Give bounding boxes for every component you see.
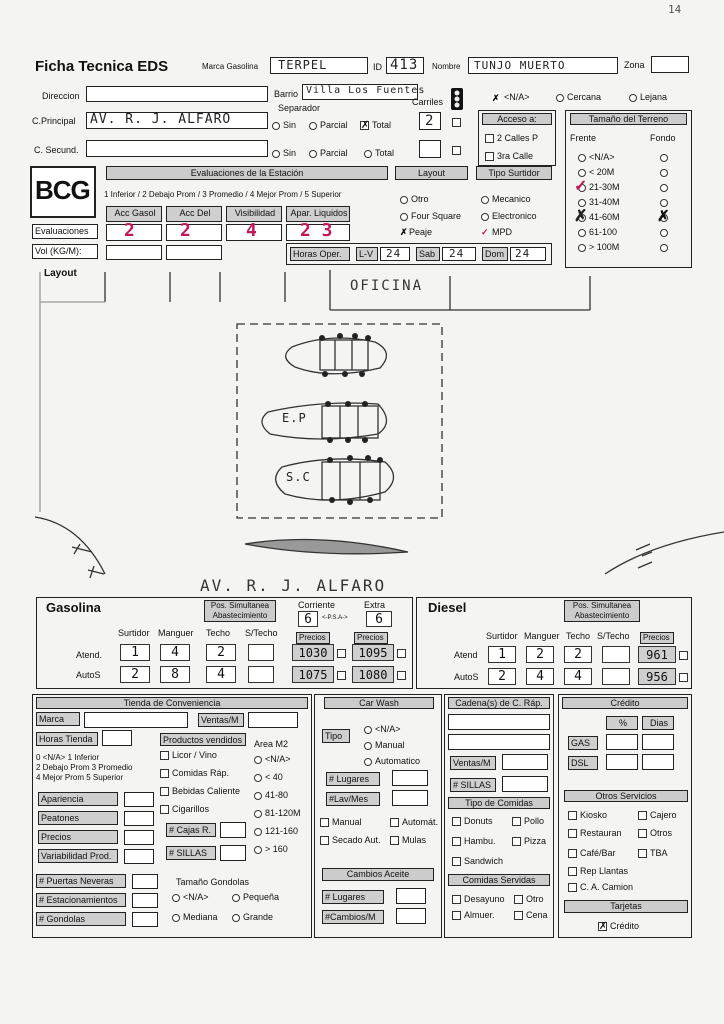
gasolina-check-4[interactable] (397, 670, 409, 680)
diesel-autos-stecho[interactable] (602, 668, 630, 685)
cadena-tipo-title: Tipo de Comidas (448, 797, 550, 809)
cadena-servidas-title: Comidas Servidas (448, 874, 550, 886)
cadena-hambu[interactable]: Hambu. (452, 836, 496, 846)
tienda-producto-item[interactable]: Cigarillos (160, 804, 209, 814)
carwash-secado[interactable]: Secado Aut. (320, 835, 381, 845)
carwash-automat[interactable]: Automát. (390, 817, 438, 827)
gondolas-pequena[interactable]: Pequeña (232, 892, 279, 902)
barrio-value: Villa Los Fuentes (306, 85, 426, 96)
csecund-carriles[interactable] (419, 140, 441, 158)
vol-field-2[interactable] (166, 245, 222, 260)
gondolas-na[interactable]: <N/A> (172, 892, 209, 902)
id-label: ID (373, 62, 382, 72)
carwash-lav-label: #Lav/Mes (326, 792, 380, 806)
otros-cajero[interactable]: Cajero (638, 810, 677, 820)
tienda-ventas-field[interactable] (248, 712, 298, 728)
terreno-frente-option[interactable]: 61-100 (578, 227, 617, 237)
cadena-sillas-label: # SILLAS (450, 778, 496, 792)
gasolina-precios-extra: Precios (354, 632, 388, 644)
gasolina-atend-stecho[interactable] (248, 644, 274, 661)
carwash-lugares-label: # Lugares (326, 772, 380, 786)
eval-accgasol-value: 2 (124, 220, 135, 241)
gasolina-title: Gasolina (46, 600, 101, 615)
diesel-price-1[interactable]: 961 (638, 646, 676, 663)
tienda-eval-field[interactable] (124, 849, 154, 864)
bcg-logo-text: BCG (35, 175, 90, 205)
cadena-field-2[interactable] (448, 734, 550, 750)
carwash-lugares-field[interactable] (392, 770, 428, 786)
eval-col-accdel: Acc Del (166, 206, 222, 222)
tienda-area-option[interactable]: > 160 (254, 844, 288, 854)
diesel-col-manguer: Manguer (524, 631, 560, 641)
surtidor-four[interactable]: Four Square (400, 211, 461, 221)
acceso-3calle[interactable]: 3ra Calle (485, 151, 533, 161)
gasolina-check-1[interactable] (337, 648, 349, 658)
diesel-check-1[interactable] (679, 650, 691, 660)
cprincipal-value: AV. R. J. ALFARO (90, 112, 232, 127)
cadena-pollo[interactable]: Pollo (512, 816, 544, 826)
diesel-atend-manguer[interactable]: 2 (526, 646, 554, 663)
credito-dsl-label: DSL (568, 756, 598, 770)
terreno-fondo-option[interactable] (660, 182, 671, 192)
diesel-autos-techo[interactable]: 4 (564, 668, 592, 685)
eval-visibilidad-value: 4 (246, 220, 257, 241)
horas-label: Horas Oper. (290, 247, 350, 261)
diesel-col-stecho: S/Techo (597, 631, 630, 641)
cs-sin[interactable]: Sin (272, 148, 296, 158)
diesel-autos-label: AutoS (454, 672, 479, 682)
page-number: 14 (668, 3, 682, 16)
tienda-bottom-label: # Estacionamientos (36, 893, 126, 907)
diesel-col-techo: Techo (566, 631, 591, 641)
gasolina-extra-field[interactable]: 6 (366, 611, 392, 627)
tienda-bottom-label: # Gondolas (36, 912, 126, 926)
gasolina-autos-label: AutoS (76, 670, 101, 680)
tienda-eval-field[interactable] (124, 830, 154, 845)
tienda-cajas-field[interactable] (220, 822, 246, 838)
tienda-productos-label: Productos vendidos (160, 733, 246, 746)
eval-apar-value: 2 3 (300, 220, 333, 241)
carriles-label: Carriles (412, 97, 444, 107)
terreno-frente-option[interactable]: > 100M (578, 242, 619, 252)
otros-rep-llantas[interactable]: Rep Llantas (568, 866, 628, 876)
terreno-frente-option[interactable]: 41-60M (578, 212, 620, 222)
direccion-label: Direccion (42, 91, 80, 101)
carriles-check[interactable] (452, 117, 464, 127)
gasolina-autos-stecho[interactable] (248, 666, 274, 683)
cp-total[interactable]: ✗ Total (361, 120, 392, 132)
zona-label: Zona (624, 60, 645, 70)
tienda-bottom-label: # Puertas Neveras (36, 874, 126, 888)
otros-otros[interactable]: Otros (638, 828, 672, 838)
cadena-cena[interactable]: Cena (514, 910, 548, 920)
otros-cafebar[interactable]: Café/Bar (568, 848, 616, 858)
cambios-cambios-label: #Cambios/M (322, 910, 384, 924)
terreno-frente-mark: ✗ (574, 208, 588, 225)
csecund-label: C. Secund. (34, 145, 79, 155)
csecund-field[interactable] (86, 140, 268, 157)
tienda-area-label: Area M2 (254, 739, 289, 749)
cambios-cambios-field[interactable] (396, 908, 426, 924)
tienda-sillas-field[interactable] (220, 845, 246, 861)
diesel-title: Diesel (428, 600, 467, 615)
diesel-autos-surtidor[interactable]: 2 (488, 668, 516, 685)
credito-gas-label: GAS (568, 736, 598, 750)
cadena-title: Cadena(s) de C. Ráp. (448, 697, 550, 709)
horas-dom-value: 24 (515, 247, 531, 260)
terreno-fondo-option[interactable] (660, 227, 671, 237)
terreno-fondo-mark: ✗ (657, 208, 670, 225)
horas-lv-label: L-V (356, 247, 378, 261)
cadena-sillas-field[interactable] (502, 776, 548, 792)
acceso-title: Acceso a: (482, 113, 552, 125)
credito-gas-pct[interactable] (606, 734, 638, 750)
gasolina-check-3[interactable] (397, 648, 409, 658)
carwash-lav-field[interactable] (392, 790, 428, 806)
tienda-scale-3: 4 Mejor Prom 5 Superior (36, 773, 124, 782)
tienda-producto-item[interactable]: Comidas Ráp. (160, 768, 229, 778)
tarjetas-title: Tarjetas (564, 900, 688, 913)
tab-tipo-surtidor[interactable]: Tipo Surtidor (476, 166, 552, 180)
otros-restauran[interactable]: Restauran (568, 828, 622, 838)
diesel-atend-surtidor[interactable]: 1 (488, 646, 516, 663)
cp-sin[interactable]: Sin (272, 120, 296, 130)
gasolina-precios-corr: Precios (296, 632, 330, 644)
gasolina-price-corr-2[interactable]: 1075 (292, 666, 334, 683)
terreno-fondo-option[interactable] (660, 167, 671, 177)
credito-dsl-dias[interactable] (642, 754, 674, 770)
otros-title: Otros Servicios (564, 790, 688, 802)
terreno-frente-label: Frente (570, 133, 597, 143)
horas-dom-label: Dom (482, 247, 508, 261)
proximity-cercana[interactable]: Cercana (556, 92, 601, 102)
acceso-2calles[interactable]: 2 Calles P (485, 133, 538, 143)
surtidor-mpd[interactable]: ✓ MPD (481, 227, 512, 237)
gasolina-check-2[interactable] (337, 670, 349, 680)
terreno-frente-option[interactable]: 31-40M (578, 197, 620, 207)
sketch-street: AV. R. J. ALFARO (200, 576, 387, 595)
cp-parcial[interactable]: Parcial (309, 120, 348, 130)
cambios-title: Cambios Aceite (322, 868, 434, 881)
tienda-eval-label: Variabilidad Prod. (38, 849, 118, 863)
terreno-frente-option[interactable]: <N/A> (578, 152, 615, 162)
gasolina-atend-techo[interactable]: 2 (206, 644, 236, 661)
tienda-producto-item[interactable]: Licor / Vino (160, 750, 217, 760)
gondolas-title: Tamaño Gondolas (176, 877, 250, 887)
tienda-producto-item[interactable]: Bebidas Caliente (160, 786, 240, 796)
tienda-bottom-field[interactable] (132, 893, 158, 908)
otros-kiosko[interactable]: Kiosko (568, 810, 607, 820)
traffic-light-icon (448, 88, 466, 114)
cadena-pizza[interactable]: Pizza (512, 836, 546, 846)
tarjetas-credito[interactable]: ✗ Crédito (599, 921, 640, 933)
terreno-title: Tamaño del Terreno (570, 113, 687, 125)
sketch-oficina: OFICINA (350, 278, 424, 294)
gasolina-col-stecho: S/Techo (245, 628, 278, 638)
surtidor-electronico[interactable]: Electronico (481, 211, 537, 221)
gasolina-possim: Pos. Simultanea Abastecimiento (204, 600, 276, 622)
gasolina-autos-surtidor[interactable]: 2 (120, 666, 150, 683)
credito-dsl-pct[interactable] (606, 754, 638, 770)
tienda-ventas-label: Ventas/M (198, 713, 244, 727)
gasolina-atend-label: Atend. (76, 650, 103, 660)
gasolina-autos-techo[interactable]: 4 (206, 666, 236, 683)
tienda-cajas-label: # Cajas R. (166, 823, 216, 837)
cadena-ventas-field[interactable] (502, 754, 548, 770)
zona-field[interactable] (651, 56, 689, 73)
layout-sketch (0, 262, 724, 602)
evaluaciones-scale: 1 Inferior / 2 Debajo Prom / 3 Promedio / 4 Mejor Prom / 5 Superior (104, 190, 342, 199)
cs-parcial[interactable]: Parcial (309, 148, 348, 158)
cambios-lugares-field[interactable] (396, 888, 426, 904)
barrio-label: Barrio (274, 89, 299, 99)
carwash-na[interactable]: <N/A> (364, 724, 401, 734)
gasolina-atend-manguer[interactable]: 4 (160, 644, 190, 661)
tienda-bottom-field[interactable] (132, 912, 158, 927)
layout-label: Layout (44, 268, 77, 279)
horas-lv-value: 24 (386, 247, 402, 260)
credito-dias-label: Dias (642, 716, 674, 730)
proximity-na[interactable]: ✗ <N/A> (492, 92, 530, 104)
vol-label: Vol (KG/M): (32, 244, 98, 259)
credito-title: Crédito (562, 697, 688, 709)
gasolina-price-extra-2[interactable]: 1080 (352, 666, 394, 683)
diesel-atend-stecho[interactable] (602, 646, 630, 663)
diesel-precios: Precios (640, 632, 674, 644)
csecund-check[interactable] (452, 145, 464, 155)
diesel-price-2[interactable]: 956 (638, 668, 676, 685)
surtidor-otro[interactable]: Otro (400, 194, 429, 204)
nombre-value: TUNJO MUERTO (474, 59, 566, 72)
terreno-frente-mark: ✓ (574, 178, 588, 195)
terreno-fondo-option[interactable] (660, 152, 671, 162)
evaluaciones-title: Evaluaciones de la Estación (106, 166, 388, 180)
gasolina-col-techo: Techo (206, 628, 231, 638)
gasolina-col-surtidor: Surtidor (118, 628, 150, 638)
horas-sab-value: 24 (449, 247, 465, 260)
carwash-tipo-label: Tipo (322, 729, 350, 743)
eval-row-label: Evaluaciones (32, 224, 98, 239)
tienda-sillas-label: # SILLAS (166, 846, 216, 860)
diesel-check-2[interactable] (679, 672, 691, 682)
cambios-lugares-label: # Lugares (322, 890, 384, 904)
credito-gas-dias[interactable] (642, 734, 674, 750)
separador-label: Separador (278, 103, 321, 113)
gasolina-price-extra-1[interactable]: 1095 (352, 644, 394, 661)
gasolina-atend-surtidor[interactable]: 1 (120, 644, 150, 661)
gasolina-extra-label: Extra (364, 600, 386, 610)
marca-value: TERPEL (278, 58, 328, 72)
terreno-fondo-label: Fondo (650, 133, 676, 143)
tienda-eval-field[interactable] (124, 811, 154, 826)
tienda-eval-label: Apariencia (38, 792, 118, 806)
terreno-fondo-option[interactable] (660, 197, 671, 207)
cadena-otro[interactable]: Otro (514, 894, 544, 904)
sketch-ep: E.P (282, 411, 307, 425)
terreno-frente-option[interactable]: < 20M (578, 167, 614, 177)
tienda-horas-label: Horas Tienda (36, 732, 98, 746)
tienda-area-option[interactable]: <N/A> (254, 754, 291, 764)
carwash-auto-opt[interactable]: Automatico (364, 756, 420, 766)
proximity-lejana[interactable]: Lejana (629, 92, 667, 102)
eval-col-accgasol: Acc Gasol (106, 206, 162, 222)
carwash-manual-opt[interactable]: Manual (364, 740, 405, 750)
terreno-frente-option[interactable]: 21-30M (578, 182, 620, 192)
gasolina-psa: <-P.S.A-> (322, 615, 348, 621)
carwash-title: Car Wash (324, 697, 434, 709)
cadena-almuer[interactable]: Almuer. (452, 910, 495, 920)
tienda-eval-label: Precios (38, 830, 118, 844)
cadena-donuts[interactable]: Donuts (452, 816, 493, 826)
tienda-bottom-field[interactable] (132, 874, 158, 889)
otros-ca-camion[interactable]: C. A. Camion (568, 882, 633, 892)
tienda-eval-label: Peatones (38, 811, 118, 825)
diesel-atend-techo[interactable]: 2 (564, 646, 592, 663)
terreno-fondo-option[interactable] (660, 242, 671, 252)
tienda-marca-label: Marca (36, 712, 80, 726)
gasolina-corriente-label: Corriente (298, 600, 336, 610)
tab-layout[interactable]: Layout (395, 166, 468, 180)
credito-pct-label: % (606, 716, 638, 730)
marca-label: Marca Gasolina (202, 62, 259, 71)
cprincipal-label: C.Principal (32, 116, 76, 126)
surtidor-mecanico[interactable]: Mecanico (481, 194, 531, 204)
otros-tba[interactable]: TBA (638, 848, 668, 858)
diesel-possim: Pos. Simultanea Abastecimiento (564, 600, 640, 622)
gasolina-col-manguer: Manguer (158, 628, 194, 638)
cs-total[interactable]: Total (364, 148, 394, 158)
gasolina-corriente-field[interactable]: 6 (298, 611, 318, 627)
carwash-manual[interactable]: Manual (320, 817, 362, 827)
cadena-desayuno[interactable]: Desayuno (452, 894, 505, 904)
tienda-area-option[interactable]: 41-80 (254, 790, 288, 800)
eval-col-apar: Apar. Liquidos (286, 206, 350, 222)
direccion-field[interactable] (86, 86, 268, 102)
form-title: Ficha Tecnica EDS (35, 58, 169, 75)
tienda-area-option[interactable]: 121-160 (254, 826, 298, 836)
tienda-horas-field[interactable] (102, 730, 132, 746)
gondolas-grande[interactable]: Grande (232, 912, 273, 922)
tienda-area-option[interactable]: < 40 (254, 772, 283, 782)
eval-col-visibilidad: Visibilidad (226, 206, 282, 222)
eval-accdel-field[interactable] (166, 224, 222, 241)
cadena-field-1[interactable] (448, 714, 550, 730)
sketch-sc: S.C (286, 470, 311, 484)
tienda-scale-1: 0 <N/A> 1 Inferior (36, 753, 100, 762)
id-value: 413 (390, 57, 419, 73)
eval-accdel-value: 2 (180, 220, 191, 241)
cadena-sandwich[interactable]: Sandwich (452, 856, 503, 866)
tienda-scale-2: 2 Debajo Prom 3 Promedio (36, 763, 133, 772)
diesel-col-surtidor: Surtidor (486, 631, 518, 641)
vol-field-1[interactable] (106, 245, 162, 260)
gondolas-mediana[interactable]: Mediana (172, 912, 218, 922)
diesel-autos-manguer[interactable]: 4 (526, 668, 554, 685)
horas-sab-label: Sab (416, 247, 440, 261)
carwash-mulas[interactable]: Mulas (390, 835, 426, 845)
cadena-ventas-label: Ventas/M (450, 756, 496, 770)
nombre-label: Nombre (432, 62, 461, 71)
carriles-value: 2 (425, 113, 435, 129)
gasolina-price-corr-1[interactable]: 1030 (292, 644, 334, 661)
surtidor-peaje[interactable]: ✗Peaje (400, 227, 433, 237)
tienda-marca-field[interactable] (84, 712, 188, 728)
gasolina-autos-manguer[interactable]: 8 (160, 666, 190, 683)
tienda-area-option[interactable]: 81-120M (254, 808, 301, 818)
tienda-eval-field[interactable] (124, 792, 154, 807)
diesel-atend-label: Atend (454, 650, 478, 660)
tienda-title: Tienda de Conveniencia (36, 697, 308, 709)
